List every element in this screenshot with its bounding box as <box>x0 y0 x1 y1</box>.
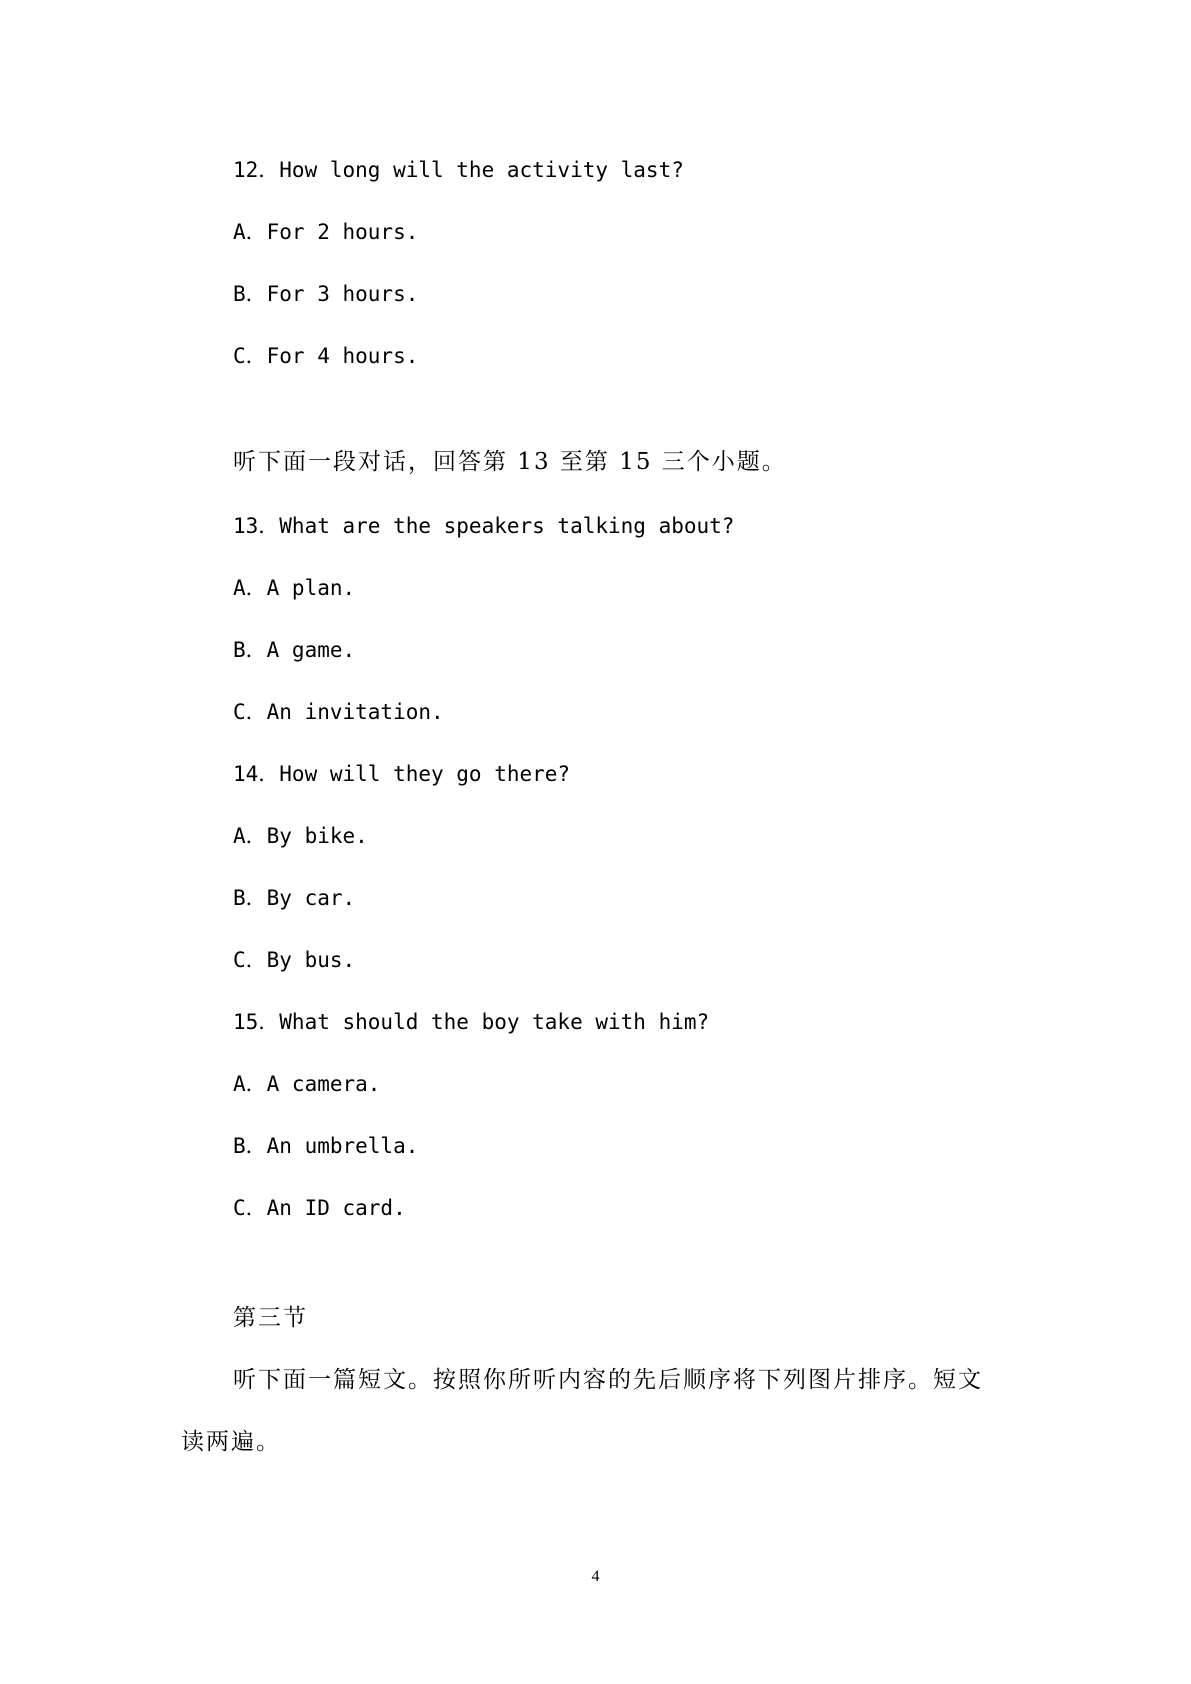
option-a: A．A plan. <box>233 576 356 600</box>
option-a: A．For 2 hours. <box>233 220 419 244</box>
question-13-text: 13．What are the speakers talking about? <box>233 514 735 538</box>
option-b: B．By car. <box>233 886 356 910</box>
option-a: A．A camera. <box>233 1072 381 1096</box>
section-heading: 第三节 <box>233 1305 308 1331</box>
question-12-text: 12．How long will the activity last? <box>233 158 684 182</box>
option-a: A．By bike. <box>233 824 368 848</box>
option-b: B．For 3 hours. <box>233 282 419 306</box>
page-number: 4 <box>591 1568 600 1585</box>
option-c: C．An invitation. <box>233 700 444 724</box>
question-14-text: 14．How will they go there? <box>233 762 571 786</box>
option-b: B．An umbrella. <box>233 1134 419 1158</box>
option-c: C．An ID card. <box>233 1196 406 1220</box>
question-15-text: 15．What should the boy take with him? <box>233 1010 710 1034</box>
option-b: B．A game. <box>233 638 356 662</box>
option-c: C．For 4 hours. <box>233 344 419 368</box>
dialogue-instruction: 听下面一段对话，回答第 13 至第 15 三个小题。 <box>233 449 787 475</box>
section-instruction-line-2: 读两遍。 <box>181 1429 281 1455</box>
option-c: C．By bus. <box>233 948 356 972</box>
section-instruction-line-1: 听下面一篇短文。按照你所听内容的先后顺序将下列图片排序。短文 <box>233 1367 983 1393</box>
